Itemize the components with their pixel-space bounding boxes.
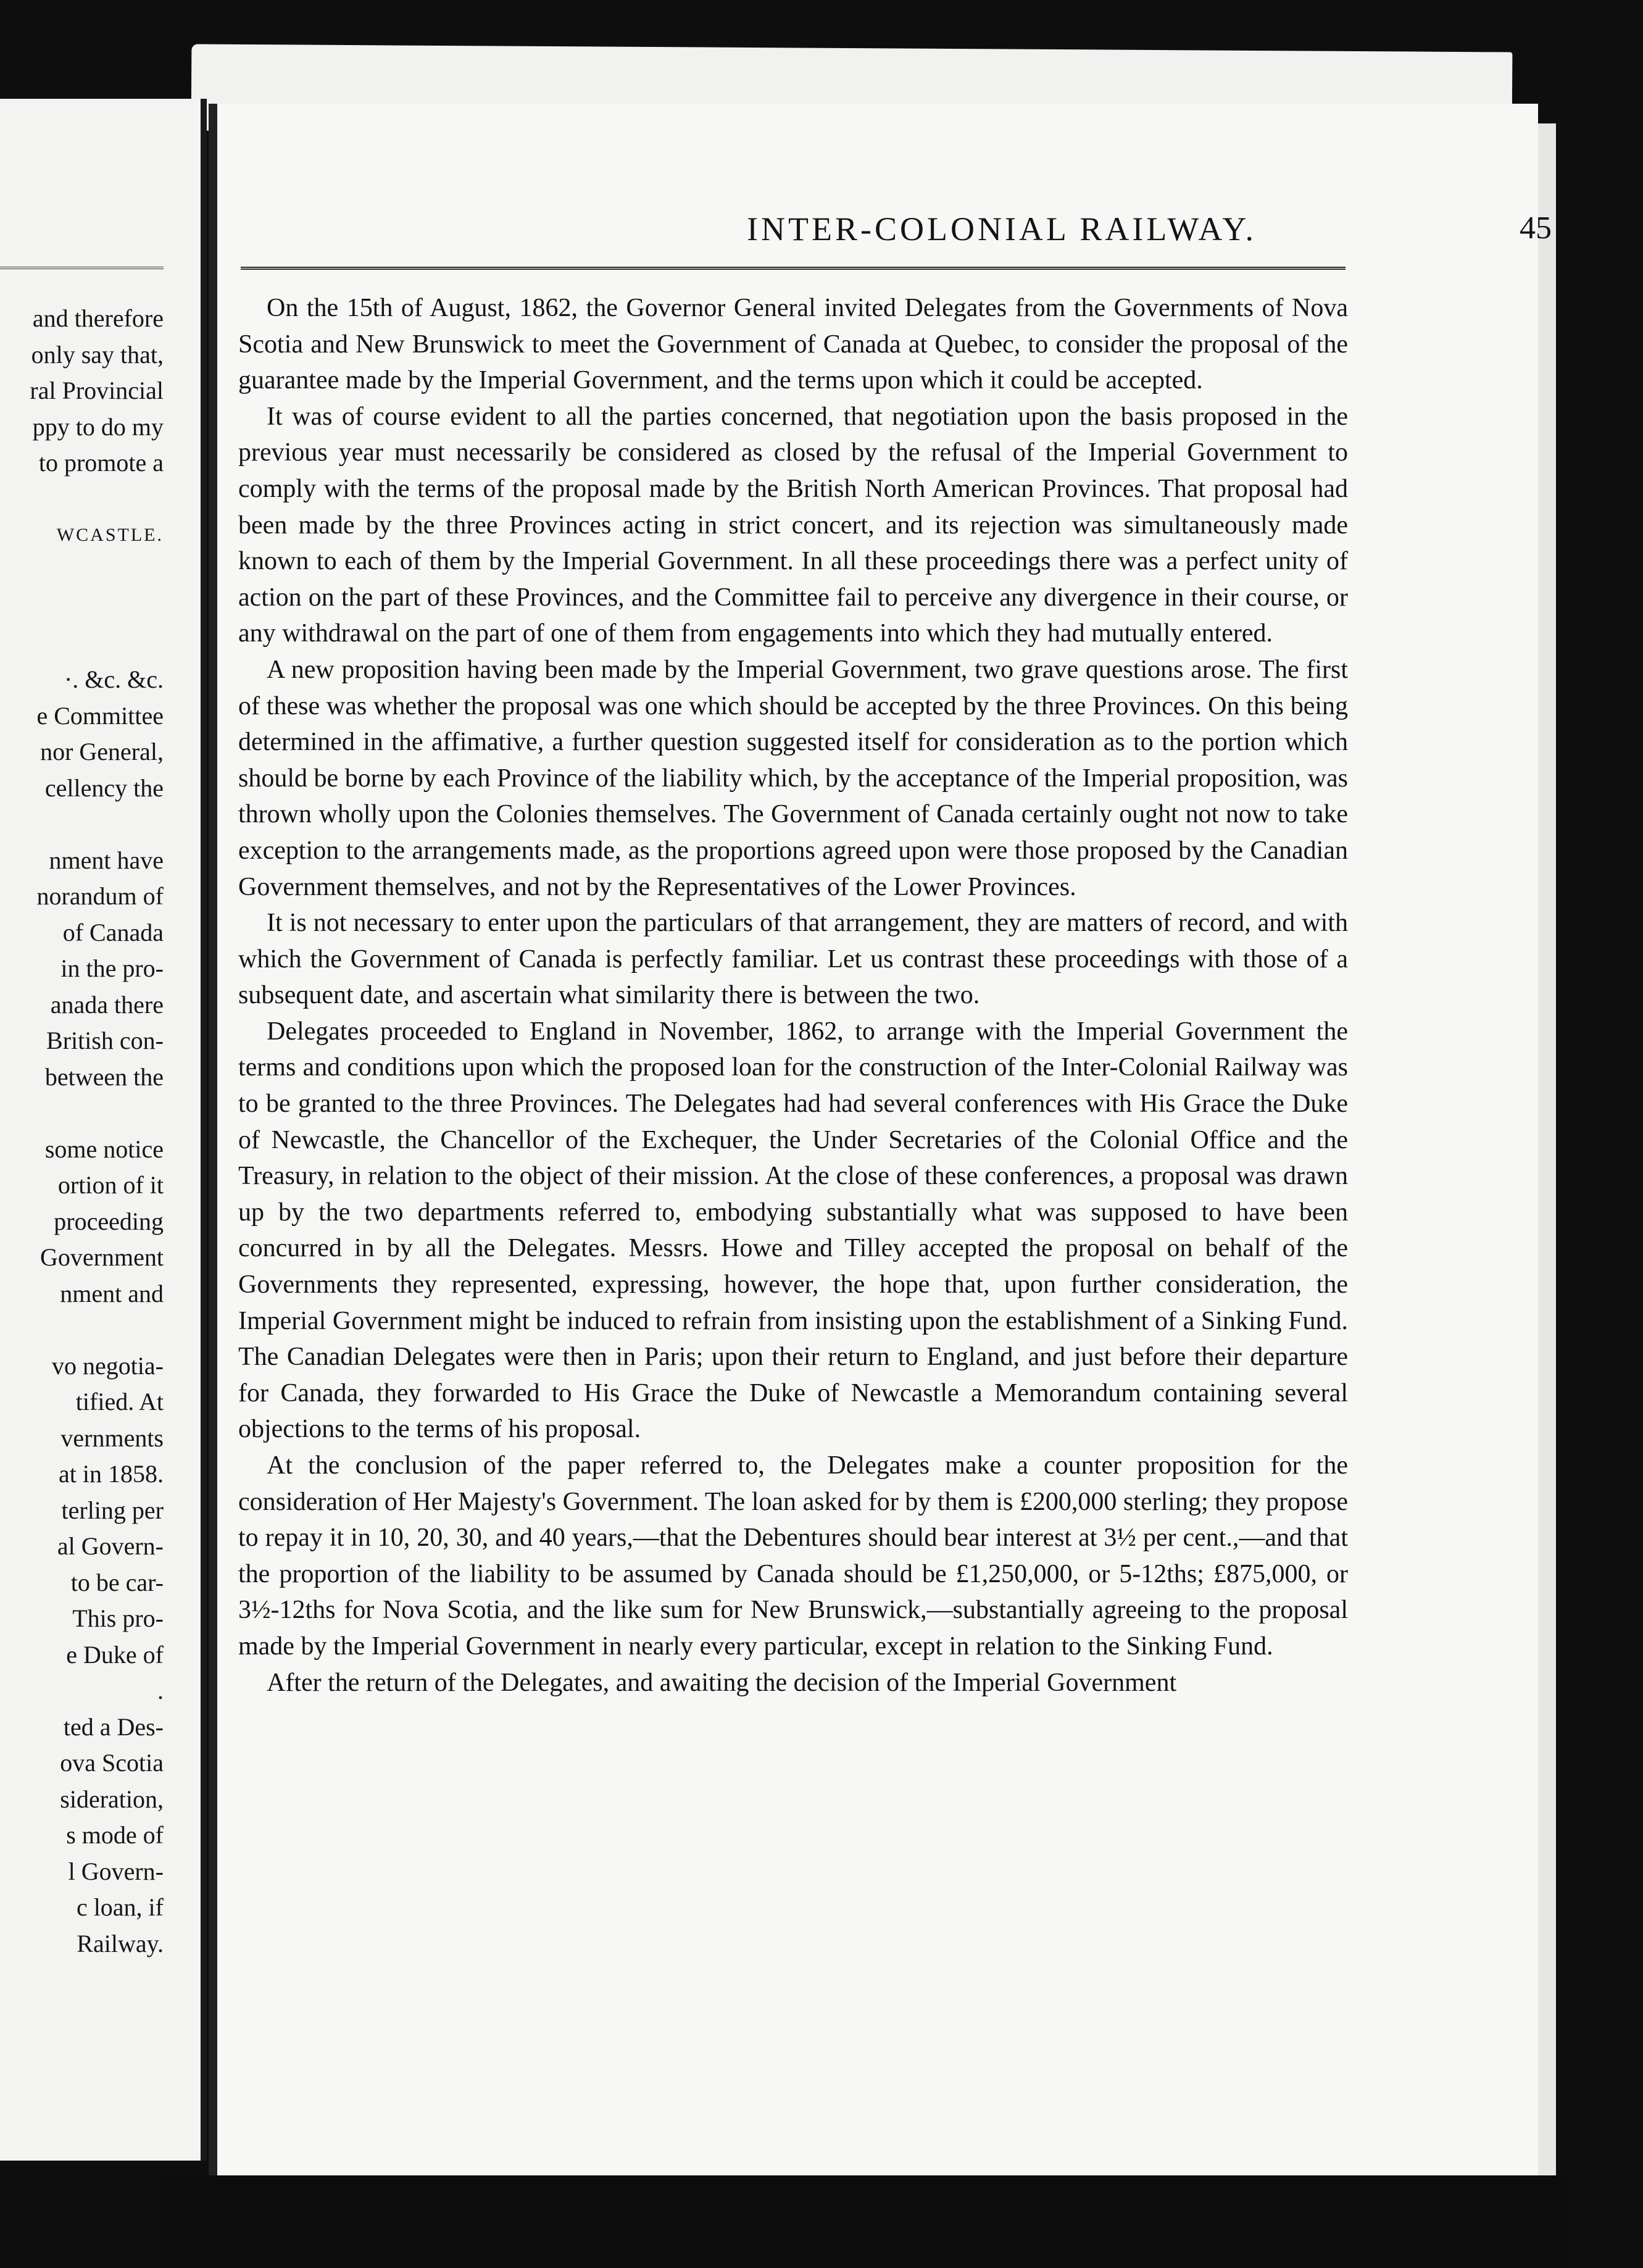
left-page-line: WCASTLE. [56, 525, 164, 545]
left-page-line: nment have [49, 846, 164, 874]
left-page-line: at in 1858. [59, 1460, 164, 1488]
left-page-line: ral Provincial [30, 377, 164, 404]
left-page-line: ·. &c. &c. [64, 665, 164, 693]
left-page-line: British con- [46, 1027, 164, 1054]
page-number: 45 [1520, 211, 1552, 246]
left-page-line: proceeding [54, 1207, 164, 1235]
left-page-line: nor General, [40, 738, 164, 765]
left-page-line: al Govern- [57, 1532, 164, 1560]
book-shadow [160, 2175, 1568, 2268]
left-page-line: to promote a [38, 449, 164, 477]
left-page-line: cellency the [44, 773, 164, 802]
left-page-line: s mode of [66, 1821, 164, 1849]
left-page-line: Railway. [77, 1929, 164, 1957]
body-text [238, 290, 1348, 1701]
left-page-line: terling per [61, 1496, 164, 1524]
left-page-line: ted a Des- [63, 1712, 164, 1741]
left-page-line: ortion of it [57, 1171, 164, 1199]
header-rule [241, 267, 1346, 270]
paragraph: On the 15th of August, 1862, the Governor General invited Delegates from the Governments of Nova Scotia and New Brunswick to meet the Government of Canada at Quebec, to consider the proposal of the guarantee made by the Imperial Government, and the terms upon which it could be accepted. [238, 294, 1348, 395]
left-page-line: ova Scotia [60, 1749, 164, 1777]
left-page-line: sideration, [60, 1785, 164, 1813]
left-page-line: This pro- [72, 1604, 164, 1632]
running-title: INTER-COLONIAL RAILWAY. [747, 211, 1257, 248]
paragraph: After the return of the Delegates, and awaiting the decision of the Imperial Government [267, 1668, 1177, 1697]
paragraph: It is not necessary to enter upon the particulars of that arrangement, they are matters of record, and with which the Government of Canada is perfectly familiar. Let us contrast these proceedings with those of a subsequent date, and ascertain what similarity there is between the two. [238, 909, 1348, 1010]
left-page-line: tified. At [75, 1388, 164, 1415]
left-page-line: norandum of [36, 882, 164, 910]
paragraph: It was of course evident to all the parties concerned, that negotiation upon the basis proposed in the previous year must necessarily be considered as closed by the refusal of the Imperial Government to comply with the terms of the proposal made by the British North American Provinces. That proposal had been made by the three Provinces acting in strict concert, and its rejection was simultaneously made known to each of them by the Imperial Government. In all these proceedings there was a perfect unity of action on the part of these Provinces, and the Committee fail to perceive any divergence in their course, or any withdrawal on the part of one of them from engagements into which they had mutually entered. [238, 402, 1348, 648]
left-page-line: some notice [44, 1135, 164, 1163]
left-facing-page [0, 99, 207, 2161]
left-page-line: ppy to do my [32, 412, 164, 441]
running-head [217, 210, 1552, 253]
left-page-line: anada there [50, 990, 164, 1019]
left-page-line: and therefore [32, 304, 164, 332]
left-page-line: between the [44, 1062, 164, 1091]
left-page-line: vernments [60, 1424, 164, 1452]
left-page-line: l Govern- [68, 1857, 164, 1885]
left-page-line: only say that, [31, 340, 164, 369]
left-page-line: . [157, 1677, 164, 1704]
left-page-line: c loan, if [76, 1893, 164, 1921]
left-page-rule [0, 267, 164, 269]
left-page-line: to be car- [70, 1568, 164, 1596]
paragraph: A new proposition having been made by the Imperial Government, two grave questions arose. The first of these was whether the proposal was one which should be accepted by the three Provinces. On this being determined in the affimative, a further question suggested itself for consideration as to the portion which should be borne by each Province of the liability which, by the acceptance of the Imperial proposition, was thrown wholly upon the Colonies themselves. The Government of Canada certainly ought not now to take exception to the arrangements made, as the proportions agreed upon were those proposed by the Canadian Government themselves, and not by the Representatives of the Lower Provinces. [238, 655, 1348, 901]
left-page-line: vo negotia- [51, 1351, 164, 1380]
paragraph: Delegates proceeded to England in November, 1862, to arrange with the Imperial Government the terms and conditions upon which the proposed loan for the construction of the Inter-Colonial Railway was to be granted to the three Provinces. The Delegates had had several conferences with His Grace the Duke of Newcastle, the Chancellor of the Exchequer, the Under Secretaries of the Colonial Office and the Treasury, in relation to the object of their mission. At the close of these conferences, a proposal was drawn up by the two departments referred to, embodying substantially what was supposed to have been concurred in by all the Delegates. Messrs. Howe and Tilley accepted the proposal on behalf of the Governments they represented, expressing, however, the hope that, upon further consideration, the Imperial Government might be induced to refrain from insisting upon the establishment of a Sinking Fund. The Canadian Delegates were then in Paris; upon their return to England, and just before their departure for Canada, they forwarded to His Grace the Duke of Newcastle a Memorandum containing several objections to the terms of his proposal. [238, 1017, 1348, 1444]
paragraph: At the conclusion of the paper referred to, the Delegates make a counter proposition for the consideration of Her Majesty's Government. The loan asked for by them is £200,000 sterling; they propose to repay it in 10, 20, 30, and 40 years,—that the Debentures should bear interest at 3½ per cent.,—and that the proportion of the liability to be assumed by Canada should be £1,250,000, or 5-12ths; £875,000, or 3½-12ths for Nova Scotia, and the like sum for New Brunswick,—substantially agreeing to the proposal made by the Imperial Government in nearly every particular, except in relation to the Sinking Fund. [238, 1451, 1348, 1661]
left-page-line: of Canada [62, 918, 164, 946]
left-page-line: Government [40, 1243, 164, 1271]
left-page-line: nment and [60, 1279, 164, 1307]
left-page-line: in the pro- [60, 954, 164, 982]
left-page-line: e Duke of [66, 1640, 164, 1669]
left-page-line: e Committee [36, 701, 164, 730]
